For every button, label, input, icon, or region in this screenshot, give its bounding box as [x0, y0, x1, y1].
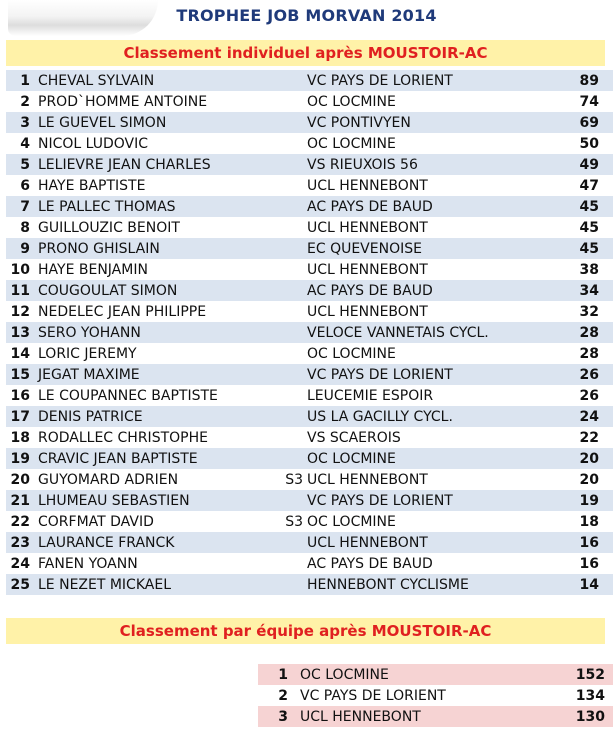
rider-category [278, 259, 307, 280]
rider-category [278, 238, 307, 259]
team-position: 2 [278, 687, 288, 704]
rider-category [278, 217, 307, 238]
rider-name: GUYOMARD ADRIEN [38, 471, 179, 488]
rider-club: VC PAYS DE LORIENT [307, 72, 453, 89]
rider-points: 14 [579, 576, 599, 593]
rider-points: 18 [579, 513, 599, 530]
rider-name: NEDELEC JEAN PHILIPPE [38, 303, 207, 320]
rider-club: UCL HENNEBONT [307, 261, 428, 278]
rider-club: UCL HENNEBONT [307, 471, 428, 488]
rider-name: LORIC JEREMY [38, 345, 137, 362]
rider-name: FANEN YOANN [38, 555, 138, 572]
rank-position: 24 [10, 555, 30, 572]
rider-category [278, 196, 307, 217]
rider-club: HENNEBONT CYCLISME [307, 576, 469, 593]
rider-club: VC PAYS DE LORIENT [307, 366, 453, 383]
ranking-row [6, 91, 613, 112]
rider-club: OC LOCMINE [307, 135, 396, 152]
rider-name: LELIEVRE JEAN CHARLES [38, 156, 211, 173]
rider-points: 20 [579, 450, 599, 467]
ranking-row [6, 217, 613, 238]
rank-position: 11 [10, 282, 30, 299]
rider-name: CORFMAT DAVID [38, 513, 154, 530]
rider-club: OC LOCMINE [307, 345, 396, 362]
rider-name: RODALLEC CHRISTOPHE [38, 429, 208, 446]
rank-position: 13 [10, 324, 30, 341]
ranking-row [6, 196, 613, 217]
rider-category [278, 343, 307, 364]
rider-name: LHUMEAU SEBASTIEN [38, 492, 190, 509]
rank-position: 4 [20, 135, 30, 152]
ranking-row [6, 448, 613, 469]
rider-club: EC QUEVENOISE [307, 240, 422, 257]
rider-category [278, 406, 307, 427]
rank-position: 5 [20, 156, 30, 173]
rider-points: 49 [579, 156, 599, 173]
rider-name: LE COUPANNEC BAPTISTE [38, 387, 218, 404]
rank-position: 2 [20, 93, 30, 110]
rider-name: DENIS PATRICE [38, 408, 143, 425]
rider-club: UCL HENNEBONT [307, 219, 428, 236]
rank-position: 21 [10, 492, 30, 509]
team-ranking-table [258, 664, 613, 727]
team-points: 130 [575, 708, 605, 725]
rider-club: VC PAYS DE LORIENT [307, 492, 453, 509]
ranking-row [6, 469, 613, 490]
individual-ranking-table [6, 70, 613, 595]
rider-category [278, 364, 307, 385]
rider-points: 74 [579, 93, 599, 110]
rider-name: CRAVIC JEAN BAPTISTE [38, 450, 198, 467]
ranking-row [6, 70, 613, 91]
rider-points: 22 [579, 429, 599, 446]
ranking-row [6, 238, 613, 259]
rider-points: 20 [579, 471, 599, 488]
rider-name: CHEVAL SYLVAIN [38, 72, 155, 89]
ranking-row [6, 259, 613, 280]
rider-club: US LA GACILLY CYCL. [307, 408, 453, 425]
rider-name: COUGOULAT SIMON [38, 282, 178, 299]
rider-category [278, 91, 307, 112]
rider-name: LAURANCE FRANCK [38, 534, 175, 551]
ranking-row [6, 133, 613, 154]
rider-club: UCL HENNEBONT [307, 303, 428, 320]
individual-heading: Classement individuel après MOUSTOIR-AC [6, 40, 605, 66]
team-position: 1 [278, 666, 288, 683]
rider-name: PROD`HOMME ANTOINE [38, 93, 208, 110]
ranking-row [6, 364, 613, 385]
ranking-row [6, 574, 613, 595]
rider-points: 16 [579, 534, 599, 551]
rider-points: 89 [579, 72, 599, 89]
rider-category [278, 427, 307, 448]
rider-name: LE NEZET MICKAEL [38, 576, 171, 593]
rider-points: 69 [579, 114, 599, 131]
rider-points: 32 [579, 303, 599, 320]
rider-name: PRONO GHISLAIN [38, 240, 160, 257]
rank-position: 1 [20, 72, 30, 89]
rank-position: 8 [20, 219, 30, 236]
rider-points: 26 [579, 387, 599, 404]
team-club: UCL HENNEBONT [300, 708, 421, 725]
rank-position: 9 [20, 240, 30, 257]
team-row [258, 685, 613, 706]
rider-category [278, 280, 307, 301]
rider-points: 28 [579, 324, 599, 341]
rider-club: UCL HENNEBONT [307, 177, 428, 194]
rider-category [278, 490, 307, 511]
ranking-row [6, 532, 613, 553]
rank-position: 23 [10, 534, 30, 551]
rider-club: OC LOCMINE [307, 450, 396, 467]
rider-name: NICOL LUDOVIC [38, 135, 149, 152]
ranking-row [6, 154, 613, 175]
rider-club: VC PONTIVYEN [307, 114, 411, 131]
rider-category: S3 [285, 471, 303, 488]
ranking-row [6, 385, 613, 406]
rank-position: 20 [10, 471, 30, 488]
rider-club: OC LOCMINE [307, 513, 396, 530]
rider-points: 47 [579, 177, 599, 194]
rank-position: 17 [10, 408, 30, 425]
rider-club: VS SCAEROIS [307, 429, 401, 446]
rider-points: 26 [579, 366, 599, 383]
rank-position: 16 [10, 387, 30, 404]
rider-points: 45 [579, 219, 599, 236]
rider-category [278, 553, 307, 574]
rank-position: 10 [10, 261, 30, 278]
rank-position: 19 [10, 450, 30, 467]
team-club: VC PAYS DE LORIENT [300, 687, 446, 704]
team-heading: Classement par équipe après MOUSTOIR-AC [6, 618, 605, 644]
rider-club: AC PAYS DE BAUD [307, 282, 433, 299]
rider-category [278, 574, 307, 595]
rider-category [278, 70, 307, 91]
rider-club: OC LOCMINE [307, 93, 396, 110]
ranking-row [6, 490, 613, 511]
rider-name: HAYE BENJAMIN [38, 261, 148, 278]
team-points: 134 [575, 687, 605, 704]
ranking-row [6, 175, 613, 196]
team-row [258, 664, 613, 685]
rider-category [278, 112, 307, 133]
rank-position: 7 [20, 198, 30, 215]
rider-club: VELOCE VANNETAIS CYCL. [307, 324, 489, 341]
rider-club: AC PAYS DE BAUD [307, 198, 433, 215]
rank-position: 15 [10, 366, 30, 383]
rank-position: 12 [10, 303, 30, 320]
rider-name: SERO YOHANN [38, 324, 141, 341]
rider-category [278, 301, 307, 322]
rider-category [278, 322, 307, 343]
rider-points: 38 [579, 261, 599, 278]
rider-name: GUILLOUZIC BENOIT [38, 219, 180, 236]
rider-points: 45 [579, 240, 599, 257]
rider-category [278, 154, 307, 175]
page-title: TROPHEE JOB MORVAN 2014 [176, 6, 437, 25]
team-position: 3 [278, 708, 288, 725]
ranking-row [6, 553, 613, 574]
rank-position: 22 [10, 513, 30, 530]
rider-name: LE GUEVEL SIMON [38, 114, 167, 131]
rider-name: HAYE BAPTISTE [38, 177, 146, 194]
ranking-row [6, 322, 613, 343]
rank-position: 3 [20, 114, 30, 131]
rider-points: 16 [579, 555, 599, 572]
rank-position: 18 [10, 429, 30, 446]
rider-points: 34 [579, 282, 599, 299]
ranking-row [6, 112, 613, 133]
rider-club: VS RIEUXOIS 56 [307, 156, 418, 173]
rider-category [278, 133, 307, 154]
rider-points: 24 [579, 408, 599, 425]
ranking-row [6, 280, 613, 301]
rider-name: LE PALLEC THOMAS [38, 198, 176, 215]
ranking-row [6, 406, 613, 427]
rider-club: UCL HENNEBONT [307, 534, 428, 551]
rank-position: 6 [20, 177, 30, 194]
rider-points: 19 [579, 492, 599, 509]
rank-position: 14 [10, 345, 30, 362]
team-club: OC LOCMINE [300, 666, 389, 683]
rider-points: 50 [579, 135, 599, 152]
rider-category: S3 [285, 513, 303, 530]
rider-club: AC PAYS DE BAUD [307, 555, 433, 572]
ranking-row [6, 343, 613, 364]
team-row [258, 706, 613, 727]
rider-name: JEGAT MAXIME [38, 366, 140, 383]
team-points: 152 [575, 666, 605, 683]
ranking-row [6, 511, 613, 532]
rider-points: 45 [579, 198, 599, 215]
rider-category [278, 385, 307, 406]
rider-category [278, 532, 307, 553]
rider-category [278, 448, 307, 469]
ranking-row [6, 301, 613, 322]
rider-category [278, 175, 307, 196]
rank-position: 25 [10, 576, 30, 593]
ranking-row [6, 427, 613, 448]
rider-points: 28 [579, 345, 599, 362]
rider-club: LEUCEMIE ESPOIR [307, 387, 434, 404]
